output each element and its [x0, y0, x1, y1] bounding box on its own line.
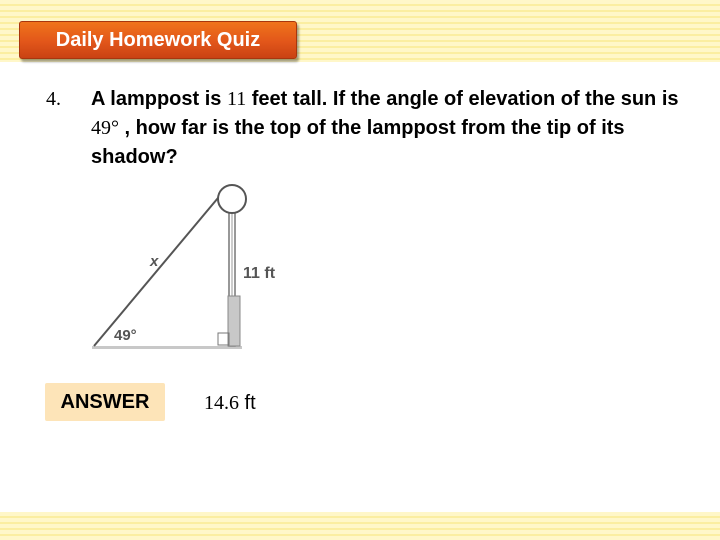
- question-text-part3: , how far is the top of the lamppost from the tip of its shadow?: [91, 117, 625, 168]
- quiz-title: Daily Homework Quiz: [55, 29, 261, 51]
- lamppost-figure: [86, 178, 296, 358]
- lamp-globe: [218, 185, 246, 213]
- question-text-part1: A lamppost is: [91, 88, 227, 110]
- quiz-title-banner: [19, 21, 297, 59]
- elevation-angle-value: 49°: [91, 117, 119, 139]
- question-text: [91, 85, 701, 172]
- question-number: 4.: [46, 88, 61, 110]
- hypotenuse-line: [94, 186, 228, 346]
- right-angle-marker: [218, 333, 229, 345]
- height-label: 11 ft: [243, 265, 276, 282]
- bottom-decorative-band: [0, 512, 720, 540]
- lamppost-height-value: 11: [226, 88, 247, 110]
- angle-label: 49°: [114, 327, 137, 344]
- question-text-part2: feet tall. If the angle of elevation of the sun is: [246, 88, 679, 110]
- hypotenuse-label: x: [150, 253, 159, 270]
- answer-value: [204, 392, 256, 415]
- lamppost-base: [228, 296, 240, 346]
- answer-label: ANSWER: [60, 391, 150, 413]
- answer-unit: ft: [239, 392, 256, 414]
- answer-number: 14.6: [204, 392, 239, 414]
- ground-line: [92, 346, 242, 349]
- answer-label-box: [45, 383, 165, 421]
